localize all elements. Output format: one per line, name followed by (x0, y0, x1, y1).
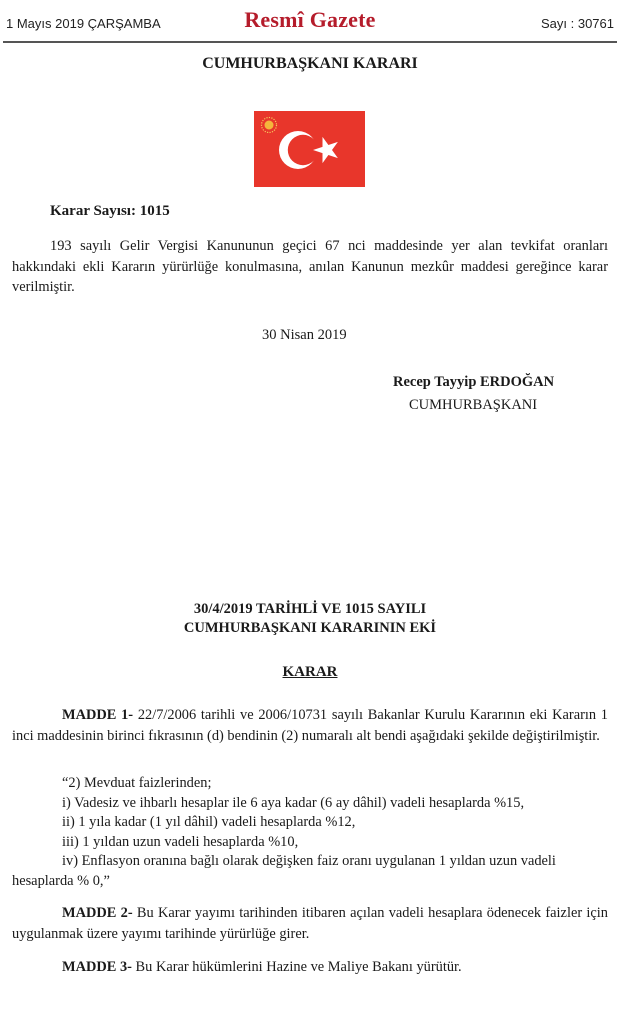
gazette-header (0, 0, 620, 42)
header-divider (3, 41, 617, 43)
amendment-intro: “2) Mevduat faizlerinden; (62, 775, 212, 791)
article-1-text: 22/7/2006 tarihli ve 2006/10731 sayılı Bakanlar Kurulu Kararının eki Kararın 1 inci maddesinin birinci fıkrasının (d) bendinin (2) numaralı alt bendi aşağıdaki şekilde değiştirilmiştir. (12, 707, 609, 744)
article-2 (12, 903, 608, 944)
issue-number: Sayı : 30761 (541, 16, 614, 31)
signature-date: 30 Nisan 2019 (262, 327, 347, 343)
article-3-text: Bu Karar hükümlerini Hazine ve Maliye Bakanı yürütür. (131, 959, 462, 975)
article-3-label: MADDE 3- (62, 959, 132, 975)
amendment-list (12, 774, 608, 892)
publication-date: 1 Mayıs 2019 ÇARŞAMBA (6, 16, 161, 31)
publication-masthead: Resmî Gazete (244, 7, 376, 32)
annex-title-line-2: CUMHURBAŞKANI KARARININ EKİ (183, 620, 437, 636)
presidential-flag-icon (254, 111, 365, 187)
preamble-text: 193 sayılı Gelir Vergisi Kanununun geçici 67 nci maddesinde yer alan tevkifat oranları hakkındaki ekli Kararın yürürlüğe konulmasına, anılan Kanunun mezkûr maddesi gereğince karar verilmiştir. (12, 238, 608, 295)
article-1-label: MADDE 1- (62, 707, 134, 723)
karar-heading (0, 664, 620, 681)
article-3 (12, 957, 608, 978)
amendment-item-iv-continued: hesaplarda % 0,” (12, 872, 110, 889)
karar-heading-text: KARAR (282, 664, 338, 680)
annex-title (0, 600, 620, 638)
amendment-item-iii: iii) 1 yıldan uzun vadeli hesaplarda %10, (62, 833, 299, 850)
decision-number: Karar Sayısı: 1015 (50, 203, 170, 219)
article-1 (12, 705, 608, 746)
signer-name: Recep Tayyip ERDOĞAN (393, 374, 555, 390)
amendment-item-ii: ii) 1 yıla kadar (1 yıl dâhil) vadeli hesaplarda %12, (62, 814, 356, 831)
signer-title: CUMHURBAŞKANI (409, 397, 538, 413)
document-title: CUMHURBAŞKANI KARARI (202, 55, 418, 72)
article-2-label: MADDE 2- (62, 905, 133, 921)
amendment-item-iv: iv) Enflasyon oranına bağlı olarak değişken faiz oranı uygulanan 1 yıldan uzun vadeli (62, 853, 556, 870)
preamble-paragraph (12, 236, 608, 298)
amendment-item-i: i) Vadesiz ve ihbarlı hesaplar ile 6 aya kadar (6 ay dâhil) vadeli hesaplarda %15, (62, 794, 525, 811)
article-2-text: Bu Karar yayımı tarihinden itibaren açılan vadeli hesaplara ödenecek faizler için uygulanmak üzere yayımı tarihinde yürürlüğe girer. (12, 905, 608, 942)
annex-title-line-1: 30/4/2019 TARİHLİ VE 1015 SAYILI (193, 601, 427, 617)
